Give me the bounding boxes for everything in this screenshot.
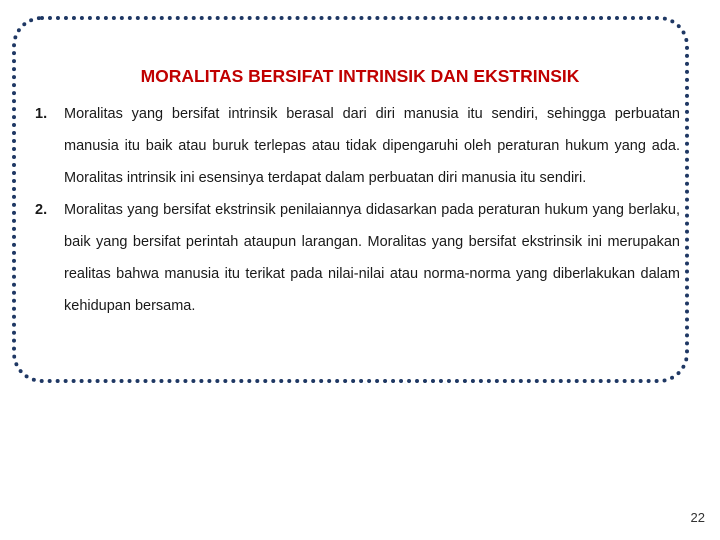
item-text: penilaiannya didasarkan pada peraturan hukum yang berlaku, baik yang bersifat perintah ataupun larangan. Moralitas yang bersifat ekstrinsik ini merupakan realitas bahwa manusia itu terikat pada nilai-nilai atau norma-norma yang diberlakukan dalam kehidupan bersama.: [64, 202, 680, 314]
item-number: 2.: [35, 202, 48, 218]
item-paragraph: [64, 98, 680, 194]
slide-title: MORALITAS BERSIFAT INTRINSIK DAN EKSTRINSIK: [140, 66, 580, 86]
moralitas-list: [30, 98, 680, 322]
item-lead: Moralitas yang bersifat intrinsik: [64, 106, 278, 122]
list-item-1: [30, 98, 680, 194]
list-item-2: [30, 194, 680, 322]
item-text: berasal dari diri manusia itu sendiri, sehingga perbuatan manusia itu baik atau buruk terlepas atau tidak dipengaruhi oleh peraturan hukum yang ada. Moralitas intrinsik ini esensinya terdapat dalam perbuatan diri manusia itu sendiri.: [64, 106, 680, 186]
page-number: 22: [690, 510, 705, 525]
item-paragraph: [64, 194, 680, 322]
item-number: 1.: [35, 106, 48, 122]
item-lead: Moralitas yang bersifat ekstrinsik: [64, 202, 276, 218]
